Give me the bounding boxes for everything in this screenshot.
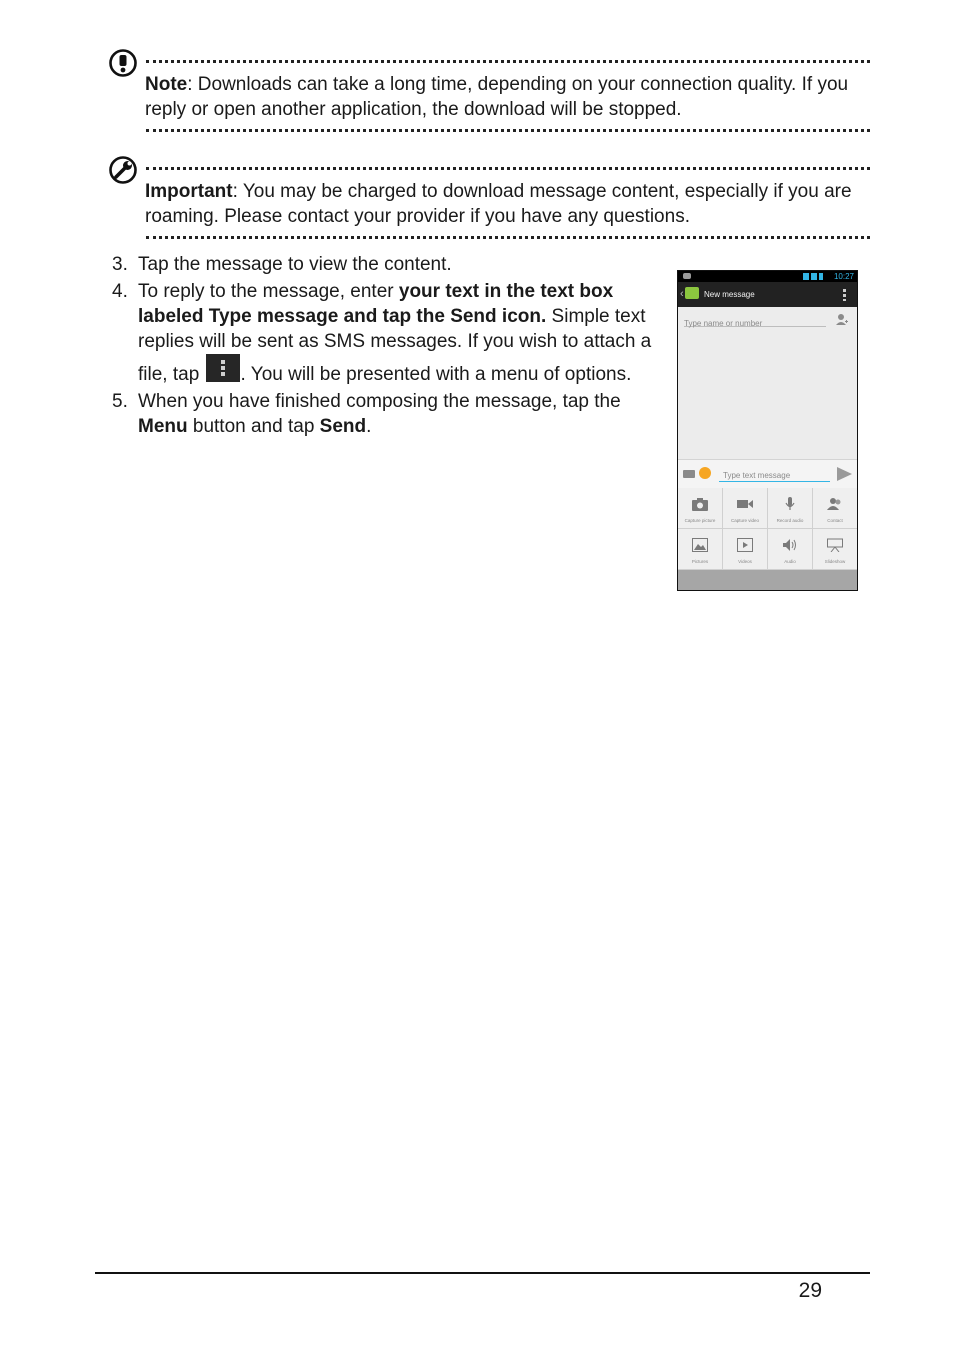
step-text-post2: . You will be presented with a menu of options. <box>240 364 632 385</box>
attach-label: Capture picture <box>684 518 716 523</box>
action-bar-title: New message <box>704 290 755 299</box>
step-3 <box>112 252 657 277</box>
slideshow-icon <box>827 538 843 552</box>
action-bar <box>678 282 857 307</box>
attach-slideshow[interactable] <box>813 529 858 570</box>
emoji-icon[interactable] <box>699 467 711 479</box>
status-bar <box>678 271 857 282</box>
step-4 <box>112 279 657 387</box>
note-label: Note <box>145 74 188 95</box>
footer-rule <box>95 1272 870 1274</box>
steps-list <box>112 252 657 441</box>
important-text <box>145 179 866 229</box>
attach-capture-video[interactable] <box>723 488 768 529</box>
attach-label: Videos <box>738 559 752 564</box>
navigation-bar <box>678 570 857 590</box>
notification-icon <box>683 273 691 279</box>
attach-label: Record audio <box>776 518 804 523</box>
attach-label: Pictures <box>691 559 709 564</box>
back-chevron-icon[interactable]: ‹ <box>680 288 684 300</box>
step-text-pre: To reply to the message, enter <box>138 281 399 302</box>
page-number: 29 <box>798 1279 822 1302</box>
attach-label: Slideshow <box>824 559 846 564</box>
status-time: 10:27 <box>833 272 854 281</box>
menu-keyword: Menu <box>138 416 188 437</box>
important-body: : You may be charged to download message content, especially if you are roaming. Please contact your provider if you have any questions. <box>145 181 852 227</box>
attachment-grid <box>678 488 857 570</box>
important-top-divider <box>146 167 870 170</box>
video-camera-icon <box>737 497 753 511</box>
contact-icon <box>827 497 843 511</box>
step-text-bold: your text in the text box labeled Type message and tap the Send icon. <box>138 281 614 327</box>
picture-icon <box>692 538 708 552</box>
attach-record-audio[interactable] <box>768 488 813 529</box>
attach-capture-picture[interactable] <box>678 488 723 529</box>
attach-videos[interactable] <box>723 529 768 570</box>
wrench-icon <box>108 155 138 185</box>
note-top-divider <box>146 60 870 63</box>
step-text-post: Simple text replies will be sent as SMS messages. If you wish to attach a file, tap <box>138 306 652 385</box>
keyboard-icon[interactable] <box>683 470 695 478</box>
overflow-menu-icon[interactable] <box>843 289 846 301</box>
send-keyword: Send <box>319 416 367 437</box>
camera-icon <box>692 497 708 511</box>
step-text-pre: When you have finished composing the message, tap the <box>138 391 621 412</box>
attach-contact[interactable] <box>813 488 858 529</box>
recipient-input[interactable] <box>684 313 826 327</box>
attach-label: Audio <box>784 559 796 564</box>
note-text <box>145 72 866 122</box>
menu-overflow-icon <box>206 354 240 382</box>
send-icon[interactable] <box>837 467 852 481</box>
note-body: : Downloads can take a long time, depending on your connection quality. If you reply or open another application, the download will be stopped. <box>145 74 849 120</box>
step-number: 5. <box>112 391 128 412</box>
step-number: 4. <box>112 281 128 302</box>
message-input[interactable] <box>719 465 830 482</box>
step-text-post: . <box>366 416 372 437</box>
attach-pictures[interactable] <box>678 529 723 570</box>
message-composer <box>678 459 857 488</box>
important-label: Important <box>145 181 233 202</box>
important-callout <box>108 155 870 241</box>
message-placeholder: Type text message <box>723 471 791 480</box>
step-number: 3. <box>112 254 128 275</box>
microphone-icon <box>782 497 798 511</box>
speaker-icon <box>782 538 798 552</box>
note-bottom-divider <box>146 129 870 132</box>
phone-screenshot <box>677 270 858 591</box>
add-contact-icon[interactable] <box>836 313 848 326</box>
messaging-app-icon <box>685 287 699 299</box>
step-text-mid: button and tap <box>187 416 320 437</box>
important-bottom-divider <box>146 236 870 239</box>
step-text: Tap the message to view the content. <box>138 254 452 275</box>
recipient-placeholder: Type name or number <box>684 319 763 328</box>
attach-audio[interactable] <box>768 529 813 570</box>
exclamation-icon <box>108 48 138 78</box>
signal-icon <box>803 273 823 280</box>
attach-label: Contact <box>827 518 843 523</box>
note-callout <box>108 48 870 134</box>
play-icon <box>737 538 753 552</box>
attach-label: Capture video <box>730 518 760 523</box>
step-5 <box>112 389 657 439</box>
